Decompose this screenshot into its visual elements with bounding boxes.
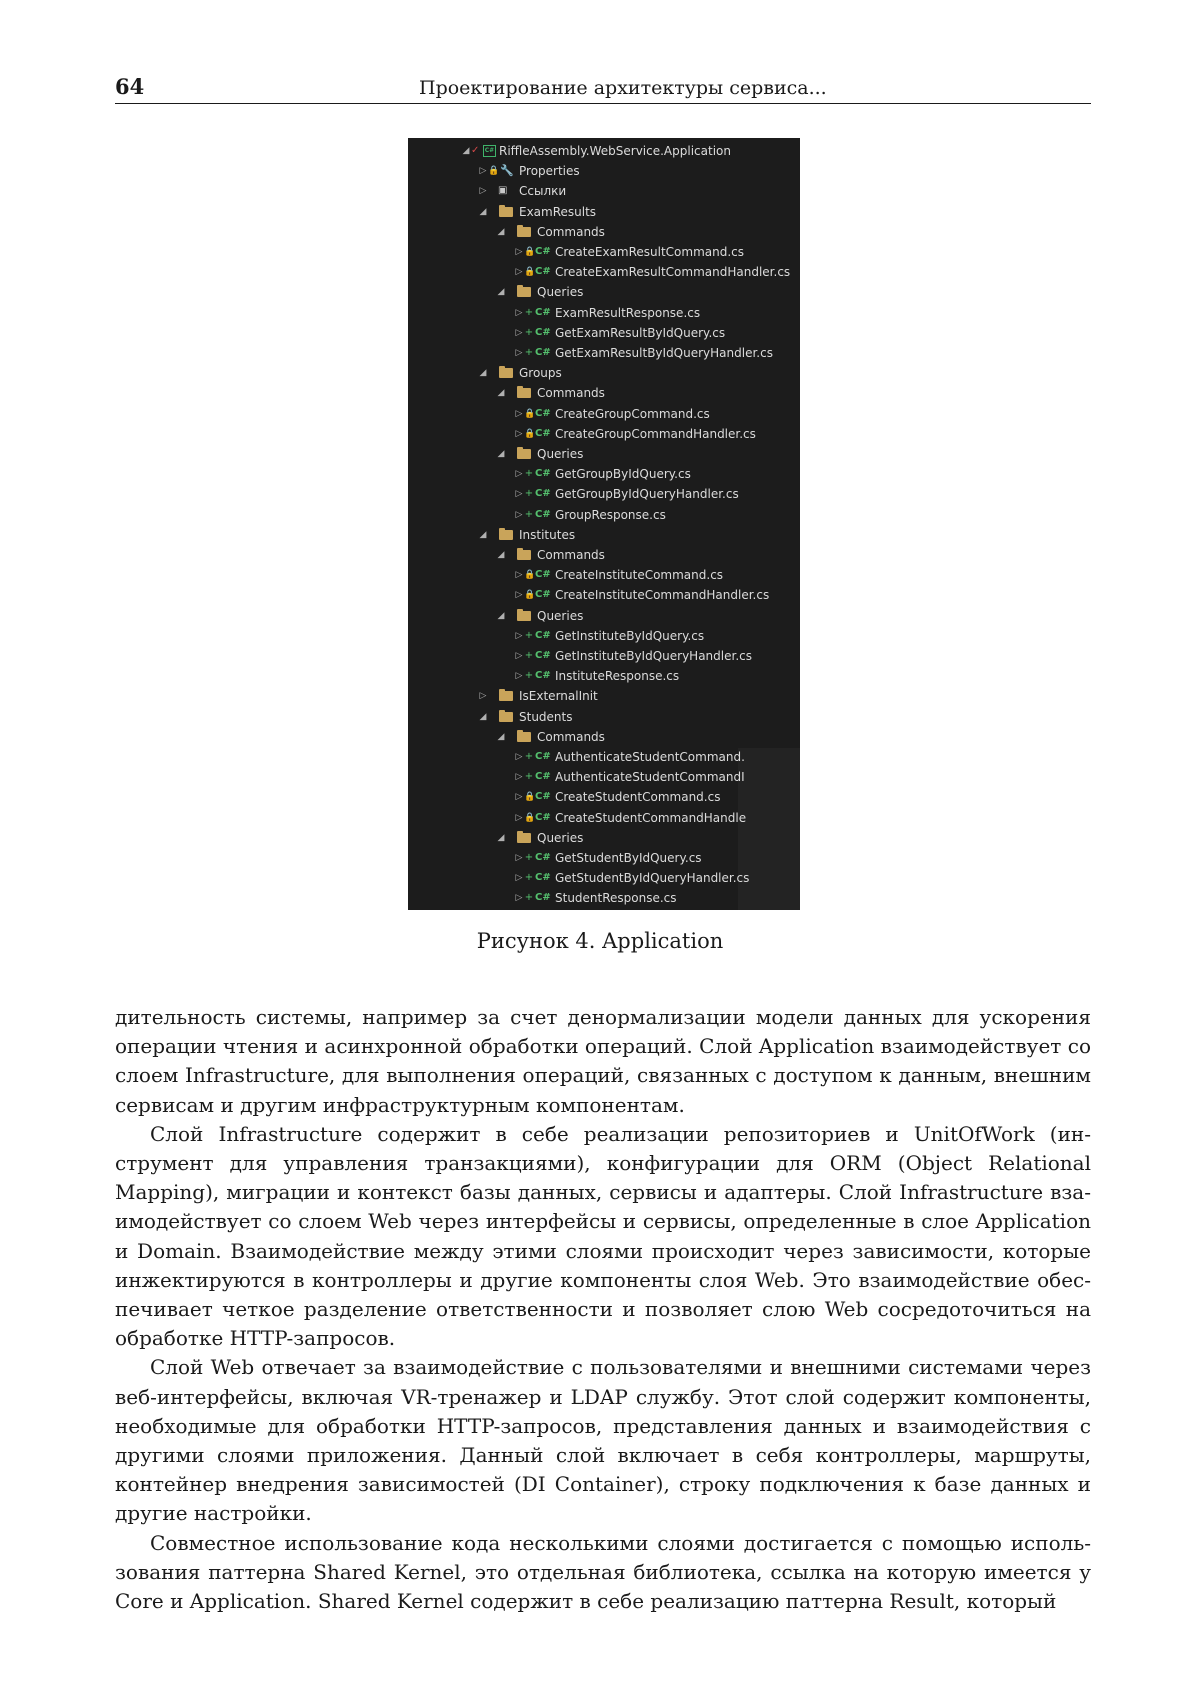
collapsed-arrow-icon[interactable]: ▷ — [515, 893, 523, 904]
csharp-file-icon: C# — [535, 326, 551, 338]
collapsed-arrow-icon[interactable]: ▷ — [515, 630, 523, 641]
csharp-file-icon: C# — [535, 629, 551, 641]
lock-icon: 🔒 — [524, 792, 536, 803]
collapsed-arrow-icon[interactable]: ▷ — [515, 873, 523, 884]
tree-item-label: GetExamResultByIdQueryHandler.cs — [555, 346, 773, 360]
tree-item-label: Queries — [537, 608, 584, 623]
collapsed-arrow-icon[interactable]: ▷ — [515, 792, 523, 803]
tree-item-label: InstituteResponse.cs — [555, 669, 680, 684]
csharp-file-icon: C# — [535, 306, 551, 318]
plus-icon: + — [524, 852, 534, 863]
tree-item-label: CreateExamResultCommand.cs — [555, 245, 745, 259]
folder-icon — [499, 712, 513, 722]
collapsed-arrow-icon[interactable]: ▷ — [515, 408, 523, 419]
expanded-arrow-icon[interactable]: ◢ — [497, 287, 505, 298]
collapsed-arrow-icon[interactable]: ▷ — [515, 428, 523, 439]
tree-item-label: Queries — [537, 285, 584, 300]
csharp-file-icon: C# — [535, 872, 551, 884]
plus-icon: + — [524, 326, 534, 338]
paragraph: дительность системы, например за счет денормализации модели данных для ускорения операции чтения и асинхронной обработки операций. Слой Application взаимодействует со слоем Infrastructure, для выполнения операций, связанных с доступом к данным, внешним сервисам и другим инфраструктурным компонентам. — [115, 1005, 1091, 1117]
collapsed-arrow-icon[interactable]: ▷ — [515, 752, 523, 762]
tree-item-label: CreateStudentCommandHandle — [555, 810, 747, 825]
lock-icon: 🔒 — [524, 812, 536, 823]
plus-icon: + — [524, 650, 534, 661]
tree-item-label: CreateExamResultCommandHandler.cs — [555, 265, 791, 280]
csharp-file-icon: C# — [535, 670, 551, 682]
lock-icon: 🔒 — [524, 247, 536, 257]
csharp-file-icon: C# — [535, 407, 551, 419]
csharp-file-icon: C# — [535, 589, 551, 601]
expanded-arrow-icon[interactable]: ◢ — [479, 529, 487, 540]
references-icon: ▣ — [498, 185, 508, 197]
tree-item-label: GroupResponse.cs — [555, 507, 666, 522]
csharp-file-icon: C# — [535, 246, 551, 257]
csharp-file-icon: C# — [535, 488, 551, 500]
lock-icon: 🔒 — [524, 428, 536, 439]
collapsed-arrow-icon[interactable]: ▷ — [515, 509, 523, 520]
csharp-file-icon: C# — [535, 791, 551, 803]
folder-icon — [517, 388, 531, 398]
folder-icon — [499, 207, 513, 217]
tree-item-label: GetExamResultByIdQuery.cs — [555, 325, 726, 340]
tree-item-label: AuthenticateStudentCommand. — [555, 750, 745, 764]
folder-icon — [517, 227, 531, 237]
expanded-arrow-icon[interactable]: ◢ — [497, 550, 505, 560]
csharp-project-icon: C# — [483, 145, 496, 157]
collapsed-arrow-icon[interactable]: ▷ — [479, 186, 487, 197]
collapsed-arrow-icon[interactable]: ▷ — [515, 247, 523, 257]
tree-item-label: Properties — [519, 164, 580, 179]
wrench-icon: 🔧 — [500, 164, 514, 178]
plus-icon: + — [524, 508, 534, 520]
plus-icon: + — [524, 468, 534, 480]
collapsed-arrow-icon[interactable]: ▷ — [515, 307, 523, 318]
tree-item-label: Ссылки — [519, 184, 567, 199]
expanded-arrow-icon[interactable]: ◢ — [497, 226, 505, 237]
figure-caption: Рисунок 4. Application — [476, 929, 724, 953]
plus-icon: + — [524, 488, 534, 500]
tree-item-label: Queries — [537, 447, 584, 461]
tree-item-label: Groups — [519, 366, 562, 381]
collapsed-arrow-icon[interactable]: ▷ — [515, 469, 523, 480]
folder-icon — [517, 611, 531, 621]
csharp-file-icon: C# — [535, 892, 551, 904]
tree-item-label: CreateGroupCommand.cs — [555, 406, 710, 421]
csharp-file-icon: C# — [535, 266, 551, 278]
plus-icon: + — [524, 347, 534, 358]
tree-item-label: Commands — [537, 548, 605, 562]
folder-icon — [499, 691, 513, 701]
tree-item-label: StudentResponse.cs — [555, 891, 677, 906]
csharp-file-icon: C# — [535, 771, 551, 783]
lock-icon: 🔒 — [524, 570, 536, 581]
tree-item-label: AuthenticateStudentCommandI — [555, 770, 745, 785]
lock-icon: 🔒 — [524, 590, 536, 601]
collapsed-arrow-icon[interactable]: ▷ — [479, 691, 487, 702]
plus-icon: + — [524, 872, 534, 884]
page-number: 64 — [115, 74, 145, 99]
collapsed-arrow-icon[interactable]: ▷ — [515, 671, 523, 682]
csharp-file-icon: C# — [535, 427, 551, 439]
csharp-file-icon: C# — [535, 508, 551, 520]
expanded-arrow-icon[interactable]: ◢ — [479, 206, 487, 217]
folder-icon — [517, 833, 531, 843]
csharp-file-icon: C# — [535, 852, 551, 863]
tree-item-label: ExamResults — [519, 204, 597, 219]
plus-icon: + — [524, 771, 534, 783]
expanded-arrow-icon[interactable]: ◢ — [497, 832, 505, 843]
folder-icon — [517, 287, 531, 297]
tree-item-label: GetStudentByIdQuery.cs — [555, 851, 702, 865]
tree-item-label: GetGroupByIdQuery.cs — [555, 467, 691, 482]
collapsed-arrow-icon[interactable]: ▷ — [515, 267, 523, 278]
tree-item-label: GetInstituteByIdQuery.cs — [555, 628, 705, 643]
tree-item-label: GetStudentByIdQueryHandler.cs — [555, 871, 750, 886]
tree-item-label: CreateStudentCommand.cs — [555, 790, 721, 805]
body-text — [115, 1003, 1091, 1616]
tree-item-label: CreateInstituteCommandHandler.cs — [555, 588, 770, 603]
expanded-arrow-icon[interactable]: ◢ — [497, 610, 505, 621]
collapsed-arrow-icon[interactable]: ▷ — [515, 570, 523, 581]
paragraph: Совместное использование кода несколькими слоями достигается с помощью использования паттерна Shared Kernel, это отдельная библиотека, ссылка на которую имеется у Core и Application. Shared Kernel содержит в себе реализацию паттерна Result, который — [115, 1530, 1091, 1614]
csharp-file-icon: C# — [535, 468, 551, 480]
plus-icon: + — [524, 306, 534, 318]
collapsed-arrow-icon[interactable]: ▷ — [515, 327, 523, 338]
folder-icon — [499, 368, 513, 378]
expanded-arrow-icon[interactable]: ◢ — [479, 711, 487, 722]
tree-item-label: Institutes — [519, 527, 576, 542]
expanded-arrow-icon[interactable]: ◢ — [479, 368, 487, 379]
tree-item-label: GetInstituteByIdQueryHandler.cs — [555, 649, 752, 663]
csharp-file-icon: C# — [535, 569, 551, 581]
collapsed-arrow-icon[interactable]: ▷ — [515, 590, 523, 601]
lock-icon: 🔒 — [524, 408, 536, 419]
tree-item-label: RiffleAssembly.WebService.Application — [499, 144, 731, 158]
tree-item-label: GetGroupByIdQueryHandler.cs — [555, 487, 739, 502]
collapsed-arrow-icon[interactable]: ▷ — [515, 853, 523, 863]
solution-explorer-screenshot — [408, 138, 800, 910]
folder-icon — [517, 449, 531, 459]
collapsed-arrow-icon[interactable]: ▷ — [515, 812, 523, 823]
tree-item-label: IsExternalInit — [519, 689, 598, 704]
expanded-arrow-icon[interactable]: ◢ — [497, 449, 505, 459]
collapsed-arrow-icon[interactable]: ▷ — [515, 489, 523, 500]
tree-item-label: Commands — [537, 729, 605, 744]
plus-icon: + — [524, 629, 534, 641]
csharp-file-icon: C# — [535, 751, 551, 762]
plus-icon: + — [524, 670, 534, 682]
folder-icon — [517, 732, 531, 742]
tree-item-label: CreateInstituteCommand.cs — [555, 568, 724, 583]
tree-item-label: Queries — [537, 830, 584, 845]
collapsed-arrow-icon[interactable]: ▷ — [515, 772, 523, 783]
checkmark-icon: ✓ — [471, 145, 480, 156]
tree-item-label: ExamResultResponse.cs — [555, 305, 701, 320]
plus-icon: + — [524, 751, 534, 762]
paragraph: Слой Web отвечает за взаимодействие с пользователями и внешними системами через веб-интерфейсы, включая VR-тренажер и LDAP службу. Этот слой содержит компоненты, необходимые для обработки HTTP-запросов, представления данных и взаимодействия с другими слоями приложения. Данный слой включает в себя контроллеры, маршруты, контейнер внедрения зависимостей (DI Container), строку подключения к базе данных и другие настройки. — [115, 1355, 1091, 1526]
folder-icon — [517, 550, 531, 560]
expanded-arrow-icon[interactable]: ◢ — [462, 146, 470, 156]
plus-icon: + — [524, 892, 534, 904]
lock-icon: 🔒 — [524, 267, 536, 278]
csharp-file-icon: C# — [535, 811, 551, 823]
collapsed-arrow-icon[interactable]: ▷ — [479, 166, 487, 177]
tree-item-label: CreateGroupCommandHandler.cs — [555, 426, 756, 441]
paragraph: Слой Infrastructure содержит в себе реализации репозиториев и UnitOfWork (инструмент для управления транзакциями), конфигурации для ORM (Object Relational Mapping), миграции и контекст базы данных, сервисы и адаптеры. Слой Infrastructure взаимодействует со слоем Web через интерфейсы и сервисы, определенные в слое Application и Domain. Взаимодействие между этими слоями происходит через зависимости, которые инжектируются в контроллеры и другие компоненты слоя Web. Это взаимодействие обеспечивает четкое разделение ответственности и позволяет слою Web сосредоточиться на обработке HTTP-запросов. — [115, 1121, 1091, 1351]
lock-icon: 🔒 — [488, 166, 500, 177]
tree-item-label: Students — [519, 709, 573, 724]
running-title: Проектирование архитектуры сервиса... — [419, 77, 827, 99]
csharp-file-icon: C# — [535, 347, 551, 358]
expanded-arrow-icon[interactable]: ◢ — [497, 388, 505, 399]
collapsed-arrow-icon[interactable]: ▷ — [515, 651, 523, 661]
tree-item-label: Commands — [537, 386, 605, 401]
expanded-arrow-icon[interactable]: ◢ — [497, 731, 505, 742]
folder-icon — [499, 530, 513, 540]
tree-item-label: Commands — [537, 224, 605, 239]
header-rule — [115, 103, 1091, 104]
csharp-file-icon: C# — [535, 650, 551, 661]
collapsed-arrow-icon[interactable]: ▷ — [515, 348, 523, 358]
